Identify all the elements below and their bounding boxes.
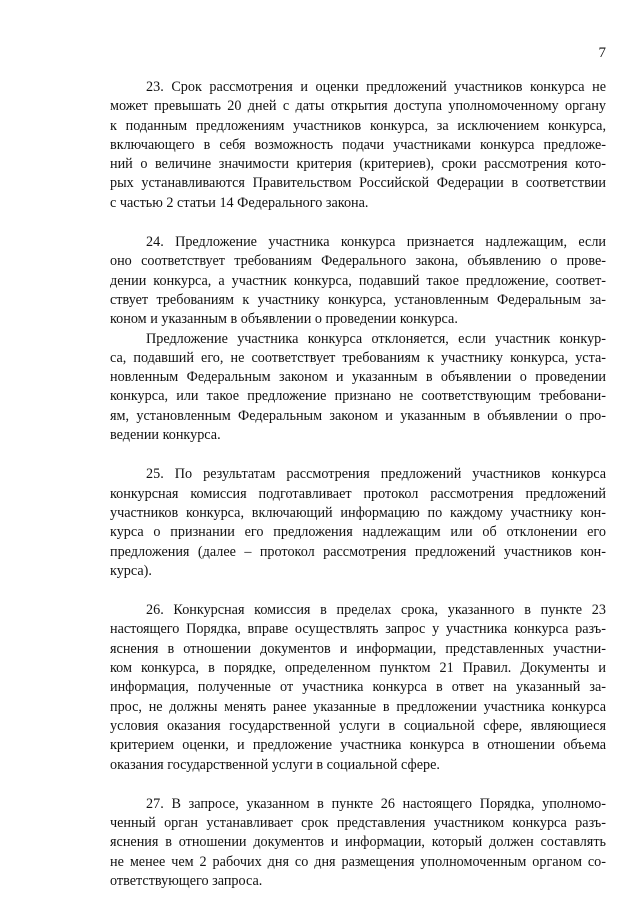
paragraph-spacer <box>110 445 606 465</box>
text-line: рых устанавливаются Правительством Российской Федерации в соответствии <box>110 175 606 192</box>
text-line: участников конкурса, включающий информацию по каждому участнику кон- <box>110 504 606 521</box>
text-line: ям, установленным Федеральным законом и указанным в объявлении о про- <box>110 407 606 424</box>
text-line: ответствующего запроса. <box>110 872 263 889</box>
text-line: к поданным предложениям участников конкурса, за исключением конкурса, <box>110 117 606 134</box>
text-line: информация, полученные от участника конкурса в ответ на указанный за- <box>110 679 606 696</box>
paragraph-26 <box>110 601 606 775</box>
text-line: прос, не должны менять ранее указанные в предложении участника конкурса <box>110 698 606 715</box>
text-line: ствует требованиям к участнику конкурса, установленным Федеральным за- <box>110 291 606 308</box>
text-line: 24. Предложение участника конкурса признается надлежащим, если <box>146 234 606 251</box>
paragraph-24 <box>110 233 606 329</box>
text-line: с частью 2 статьи 14 Федерального закона. <box>110 194 369 211</box>
text-line: ченный орган устанавливает срок представления участником конкурса разъ- <box>110 815 606 832</box>
text-line: ком конкурса, в порядке, определенном пунктом 21 Правил. Документы и <box>110 660 606 677</box>
text-line: оно соответствует требованиям Федерального закона, объявлению о прове- <box>110 253 606 270</box>
text-line: 27. В запросе, указанном в пункте 26 настоящего Порядка, уполномо- <box>146 795 606 812</box>
text-line: критерием оценки, и предложение участника конкурса в отношении объема <box>110 737 606 754</box>
paragraph-27 <box>110 795 606 891</box>
text-line: ний о величине значимости критерия (критериев), сроки рассмотрения кото- <box>110 156 606 173</box>
text-line: коном и указанным в объявлении о проведении конкурса. <box>110 311 458 328</box>
document-content <box>110 78 606 891</box>
text-line: условия оказания государственной услуги в социальной сфере, являющиеся <box>110 717 606 734</box>
paragraph-23 <box>110 78 606 213</box>
paragraph-spacer <box>110 581 606 601</box>
paragraph-spacer <box>110 213 606 233</box>
text-line: конкурса, или такое предложение признано не соответствующим требовани- <box>110 388 606 405</box>
text-line: может превышать 20 дней с даты открытия доступа уполномоченному органу <box>110 98 606 115</box>
text-line: новленным Федеральным законом и указанным в объявлении о проведении <box>110 369 606 386</box>
paragraph-spacer <box>110 775 606 795</box>
text-line: курса о признании его предложения надлежащим или об отклонении его <box>110 524 606 541</box>
text-line: включающего в себя возможность подачи участниками конкурса предложе- <box>110 136 606 153</box>
text-line: предложения (далее – протокол рассмотрения предложений участников кон- <box>110 543 606 560</box>
text-line: настоящего Порядка, вправе осуществлять запрос у участника конкурса разъ- <box>110 621 606 638</box>
text-line: яснения в отношении документов и информации, представленных участни- <box>110 640 606 657</box>
text-line: 25. По результатам рассмотрения предложений участников конкурса <box>146 466 606 483</box>
text-line: конкурсная комиссия подготавливает протокол рассмотрения предложений <box>110 485 606 502</box>
paragraph-24-rejection <box>110 330 606 446</box>
text-line: са, подавший его, не соответствует требованиям к участнику конкурса, уста- <box>110 349 606 366</box>
text-line: дении конкурса, а участник конкурса, подавший такое предложение, соответ- <box>110 272 606 289</box>
text-line: ведении конкурса. <box>110 427 221 444</box>
text-line: 26. Конкурсная комиссия в пределах срока, указанного в пункте 23 <box>146 602 606 619</box>
paragraph-25 <box>110 465 606 581</box>
text-line: оказания государственной услуги в социальной сфере. <box>110 756 440 773</box>
text-line: не менее чем 2 рабочих дня со дня размещения уполномоченным органом со- <box>110 853 606 870</box>
text-line: яснения в отношении документов и информации, который должен составлять <box>110 834 606 851</box>
text-line: 23. Срок рассмотрения и оценки предложений участников конкурса не <box>146 79 606 95</box>
page-number: 7 <box>598 45 606 61</box>
text-line: Предложение участника конкурса отклоняется, если участник конкур- <box>146 330 606 347</box>
text-line: курса). <box>110 562 152 579</box>
